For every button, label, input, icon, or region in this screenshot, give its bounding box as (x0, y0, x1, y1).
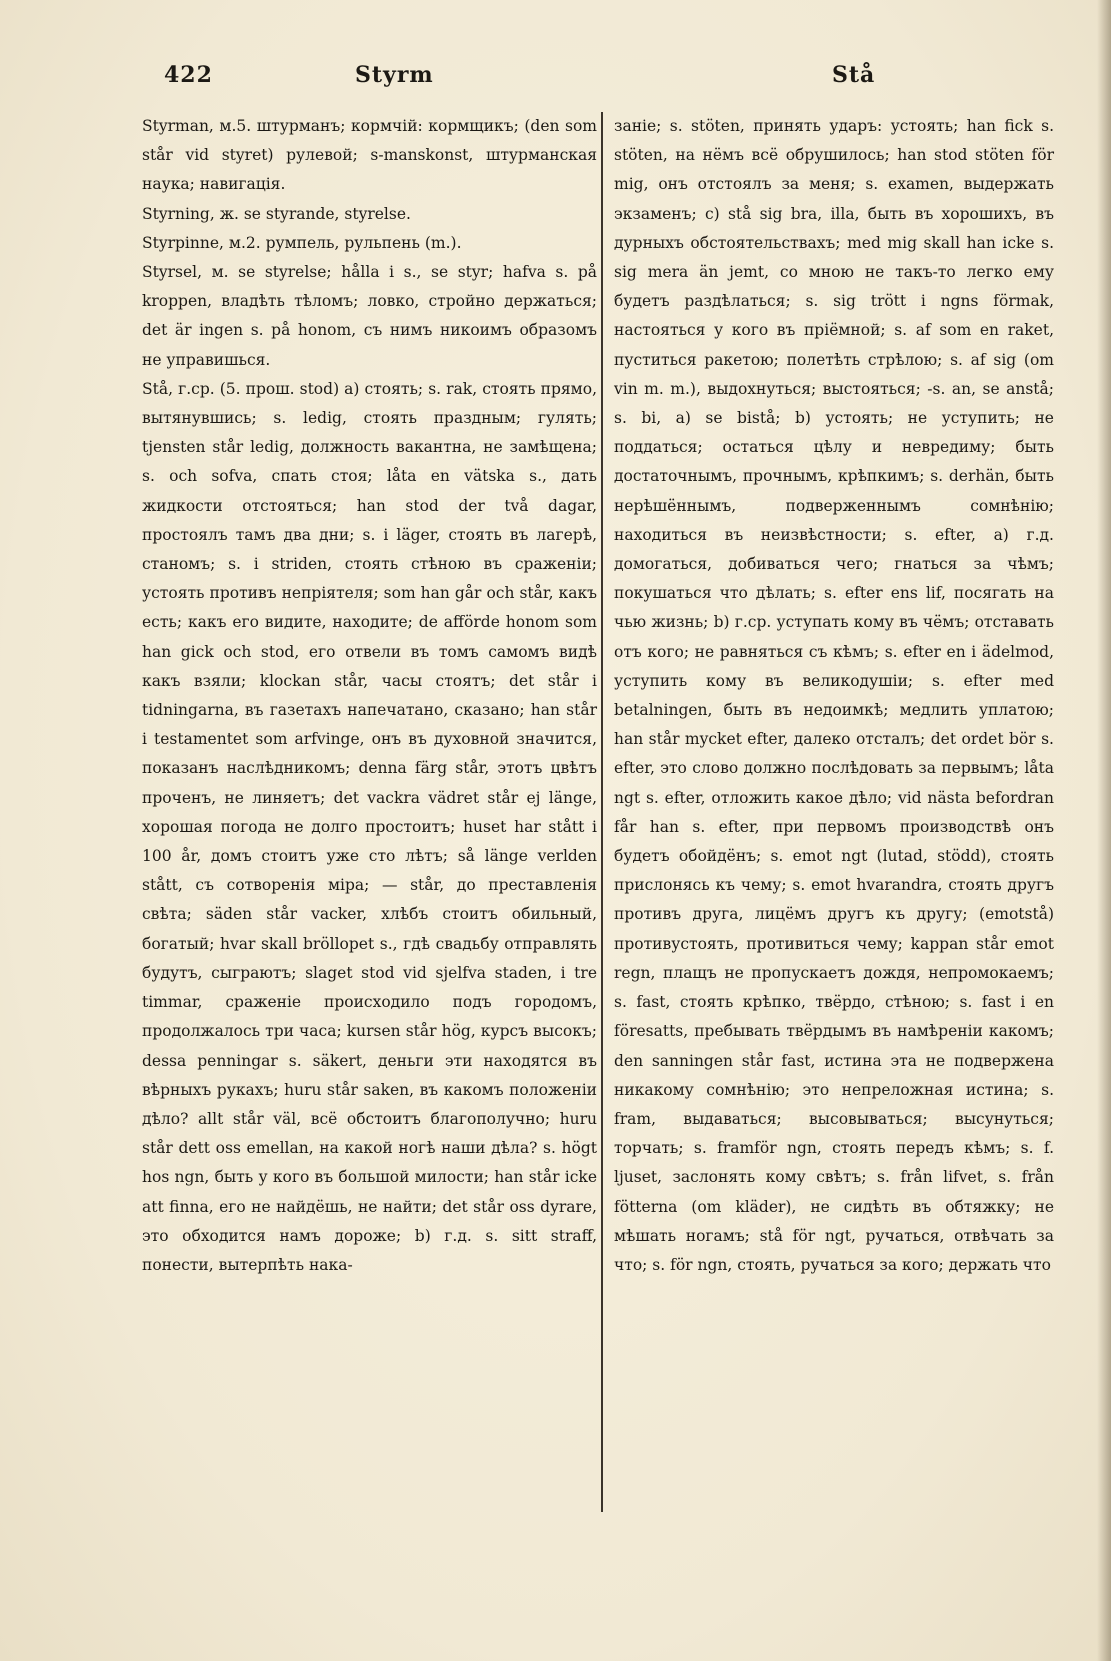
page-number: 422 (164, 62, 213, 88)
entry-sta: Stå, г.ср. (5. прош. stod) a) стоять; s. rak, стоять прямо, вытянувшись; s. ledig, стоять праздным; гулять; tjensten står ledig, должность вакантна, не замѣщена; s. och sofva, спать стоя; låta en vätska s., дать жидкости отстояться; han stod der två dagar, простоялъ тамъ два дни; s. i läger, стоять въ лагерѣ, станомъ; s. i striden, стоять стѣною въ сраженіи; устоять противъ непріятеля; som han går och står, какъ есть; какъ его видите, находите; de afförde honom som han gick och stod, его отвели въ томъ самомъ видѣ какъ взяли; klockan står, часы стоятъ; det står i tidningarna, въ газетахъ напечатано, сказано; han står i testamentet som arfvinge, онъ въ духовной значится, показанъ наслѣдникомъ; denna färg står, этотъ цвѣтъ проченъ, не линяетъ; det vackra vädret står ej länge, хорошая погода не долго простоитъ; huset har stått i 100 år, домъ стоитъ уже сто лѣтъ; så länge verlden stått, съ сотворенія міра; — står, до преставленія свѣта; säden står vacker, хлѣбъ стоитъ обильный, богатый; hvar skall bröllopet s., гдѣ свадьбу отправлять будутъ, сыграютъ; slaget stod vid sjelfva staden, i tre timmar, сраженіе происходило подъ городомъ, продолжалось три часа; kursen står hög, курсъ высокъ; dessa penningar s. säkert, деньги эти находятся въ вѣрныхъ рукахъ; huru står saken, въ какомъ положеніи дѣло? allt står väl, всё обстоитъ благополучно; huru står dett oss emellan, на какой ногѣ наши дѣла? s. högt hos ngn, быть у кого въ большой милости; han står icke att finna, его не найдёшь, не найти; det står oss dyrare, это обходится намъ дороже; b) г.д. s. sitt straff, понести, вытерпѣть нака- (142, 379, 597, 1274)
left-running-head: Styrm (355, 62, 434, 88)
entry-sta-continued: заніе; s. stöten, принять ударъ: устоять; han fick s. stöten, на нёмъ всё обрушилось; han stod stöten för mig, онъ отстоялъ за меня; s. examen, выдержать экзаменъ; c) stå sig bra, illa, быть въ хорошихъ, въ дурныхъ обстоятельствахъ; med mig skall han icke s. sig mera än jemt, со мною не такъ-то легко ему будетъ раздѣлаться; s. sig trött i ngns förmak, настояться у кого въ пріёмной; s. af som en raket, пуститься ракетою; полетѣть стрѣлою; s. af sig (om vin m. m.), выдохнуться; выстояться; -s. an, se anstå; s. bi, a) se bistå; b) устоять; не уступить; не поддаться; остаться цѣлу и невредиму; быть достаточнымъ, прочнымъ, крѣпкимъ; s. derhän, быть нерѣшённымъ, подверженнымъ сомнѣнію; находиться въ неизвѣстности; s. efter, a) г.д. домогаться, добиваться чего; гнаться за чѣмъ; покушаться что дѣлать; s. efter ens lif, посягать на чью жизнь; b) г.ср. уступать кому въ чёмъ; отставать отъ кого; не равняться съ кѣмъ; s. efter en i ädelmod, уступить кому въ великодушіи; s. efter med betalningen, быть въ недоимкѣ; медлить уплатою; han står mycket efter, далеко отсталъ; det ordet bör s. efter, это слово должно послѣдовать за первымъ; låta ngt s. efter, отложить какое дѣло; vid nästa befordran får han s. efter, при первомъ производствѣ онъ будетъ обойдёнъ; s. emot ngt (lutad, stödd), стоять прислонясь къ чему; s. emot hvarandra, стоять другъ противъ друга, лицёмъ другъ къ другу; (emotstå) противустоять, противиться чему; kappan står emot regn, плащъ не пропускаетъ дождя, непромокаемъ; s. fast, стоять крѣпко, твёрдо, стѣною; s. fast i en föresatts, пребывать твёрдымъ въ намѣреніи какомъ; den sanningen står fast, истина эта не подвержена никакому сомнѣнію; это непреложная истина; s. fram, выдаваться; высовываться; высунуться; торчать; s. framför ngn, стоять передъ кѣмъ; s. f. ljuset, заслонять кому свѣтъ; s. från lifvet, s. från fötterna (om kläder), не сидѣть въ обтяжку; не мѣшать ногамъ; stå för ngt, ручаться, отвѣчать за что; s. för ngn, стоять, ручаться за кого; держать что (614, 117, 1054, 1274)
right-column (614, 112, 1054, 1280)
page-edge-shadow (1097, 0, 1111, 1661)
entry-styrman: Styrman, м.5. штурманъ; кормчій: кормщикъ; (den som står vid styret) рулевой; s-manskonst, штурманская наука; навигація. (142, 117, 597, 194)
left-column (142, 112, 597, 1280)
entry-styrning: Styrning, ж. se styrande, styrelse. (142, 204, 411, 223)
entry-styrpinne: Styrpinne, м.2. румпель, рульпень (m.). (142, 233, 462, 252)
column-divider (601, 112, 603, 1512)
right-running-head: Stå (832, 62, 876, 88)
running-header (160, 62, 1030, 98)
entry-styrsel: Styrsel, м. se styrelse; hålla i s., se styr; hafva s. på kroppen, владѣть тѣломъ; ловко, стройно держаться; det är ingen s. på honom, съ нимъ никоимъ образомъ не управишься. (142, 263, 597, 369)
